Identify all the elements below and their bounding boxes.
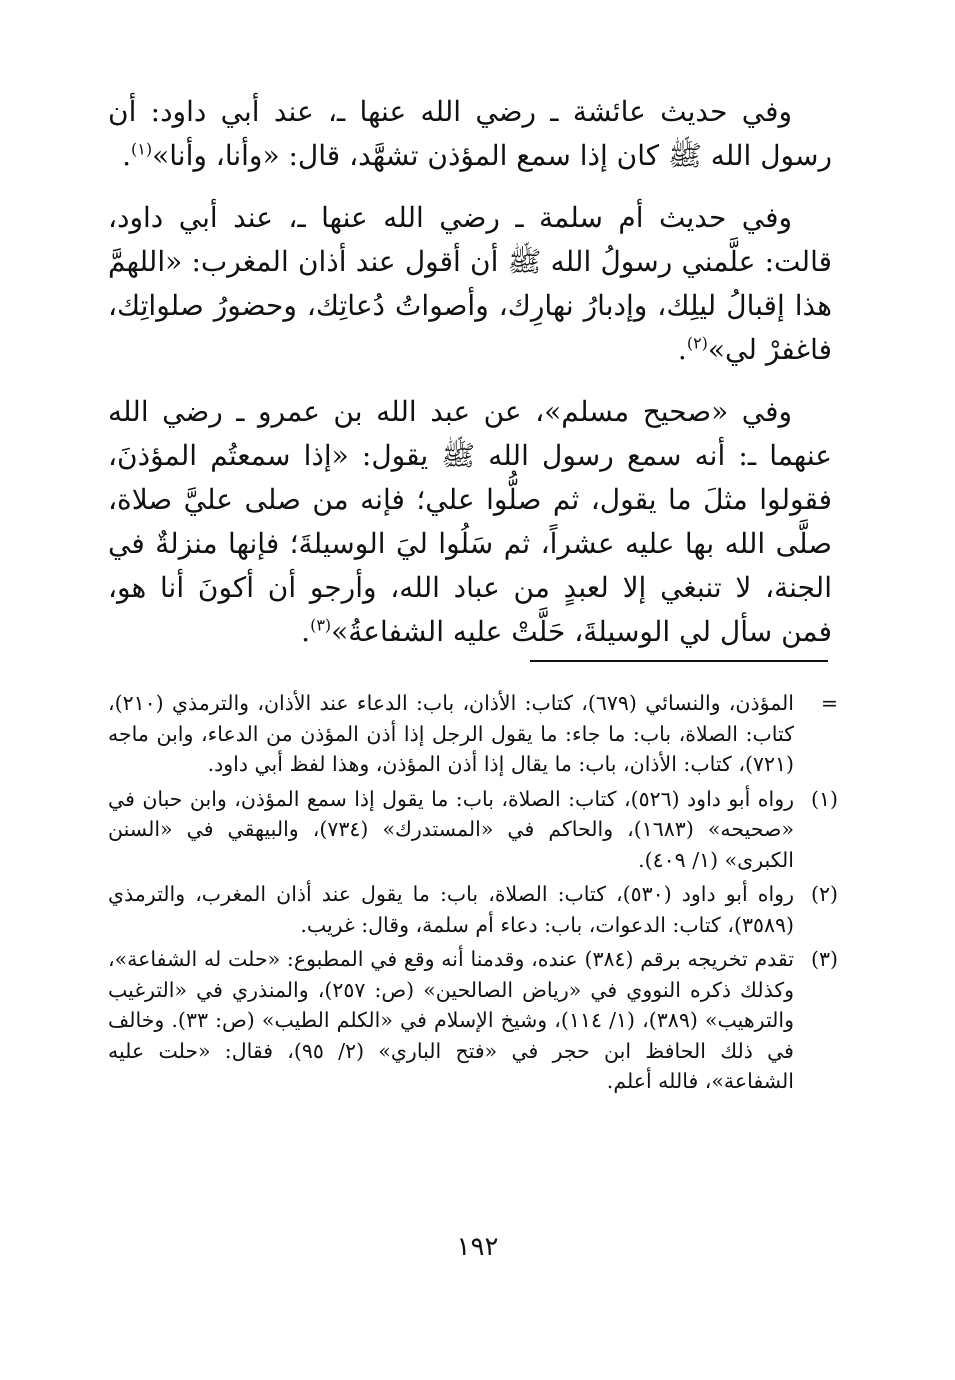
paragraph-text: وفي حديث أم سلمة ـ رضي الله عنها ـ، عند أبي داود، قالت: علَّمني رسولُ الله ﷺ أن أقول عند أذان المغرب: «اللهمَّ هذا إقبالُ ليلِك، وإدبارُ نهارِك، وأصواتُ دُعاتِك، وحضورُ صلواتِك، فاغفرْ لي»	[108, 201, 832, 366]
paragraph	[108, 390, 832, 654]
paragraph-tail: .	[301, 615, 311, 648]
paragraph-text: وفي حديث عائشة ـ رضي الله عنها ـ، عند أبي داود: أن رسول الله ﷺ كان إذا سمع المؤذن تشهَّد، قال: «وأنا، وأنا»	[108, 95, 832, 172]
footnote-mark: (١)	[810, 786, 838, 811]
paragraph	[108, 90, 832, 178]
footnote	[108, 944, 838, 1097]
paragraph-tail: .	[677, 333, 687, 366]
footnote	[108, 688, 838, 780]
footnote	[108, 784, 838, 876]
footnote	[108, 879, 838, 940]
footnote-ref: (١)	[131, 139, 153, 159]
main-text	[108, 90, 832, 672]
footnote-text: رواه أبو داود (٥٢٦)، كتاب: الصلاة، باب: ما يقول إذا سمع المؤذن، وابن حبان في «صحيحه» (١٦٨٣)، والحاكم في «المستدرك» (٧٣٤)، والبيهقي في «السنن الكبرى» (١/ ٤٠٩).	[108, 786, 794, 872]
page-number: ١٩٢	[456, 1232, 499, 1262]
footnote-mark: (٣)	[810, 947, 838, 971]
footnote-ref: (٢)	[686, 333, 708, 353]
footnote-text: تقدم تخريجه برقم (٣٨٤) عنده، وقدمنا أنه وقع في المطبوع: «حلت له الشفاعة»، وكذلك ذكره النووي في «رياض الصالحين» (ص: ٢٥٧)، والمنذري في «الترغيب والترهيب» (٣٨٩)، (١/ ١١٤)، وشيخ الإسلام في «الكلم الطيب» (ص: ٣٣). وخالف في ذلك الحافظ ابن حجر في «فتح الباري» (٢/ ٩٥)، فقال: «حلت عليه الشفاعة»، فالله أعلم.	[108, 947, 795, 1093]
footnote-mark: =	[820, 691, 838, 715]
footnote-separator	[530, 660, 828, 662]
footnotes	[108, 688, 838, 1101]
paragraph	[108, 196, 832, 372]
footnote-text: رواه أبو داود (٥٣٠)، كتاب: الصلاة، باب: ما يقول عند أذان المغرب، والترمذي (٣٥٨٩)، كتاب: الدعوات، باب: دعاء أم سلمة، وقال: غريب.	[108, 882, 794, 937]
footnote-mark: (٢)	[810, 882, 838, 906]
footnote-text: المؤذن، والنسائي (٦٧٩)، كتاب: الأذان، باب: الدعاء عند الأذان، والترمذي (٢١٠)، كتاب: الصلاة، باب: ما جاء: ما يقول الرجل إذا أذن المؤذن من الدعاء، وابن ماجه (٧٢١)، كتاب: الأذان، باب: ما يقال إذا أذن المؤذن، وهذا لفظ أبي داود.	[108, 691, 794, 776]
footnote-ref: (٣)	[310, 615, 332, 635]
paragraph-text: وفي «صحيح مسلم»، عن عبد الله بن عمرو ـ رضي الله عنهما ـ: أنه سمع رسول الله ﷺ يقول: «إذا سمعتُم المؤذنَ، فقولوا مثلَ ما يقول، ثم صلُّوا علي؛ فإنه من صلى عليَّ صلاة، صلَّى الله بها عليه عشراً، ثم سَلُوا ليَ الوسيلةَ؛ فإنها منزلةٌ في الجنة، لا تنبغي إلا لعبدٍ من عباد الله، وأرجو أن أكونَ أنا هو، فمن سأل لي الوسيلةَ، حَلَّتْ عليه الشفاعةُ»	[108, 395, 832, 648]
paragraph-tail: .	[122, 139, 132, 172]
